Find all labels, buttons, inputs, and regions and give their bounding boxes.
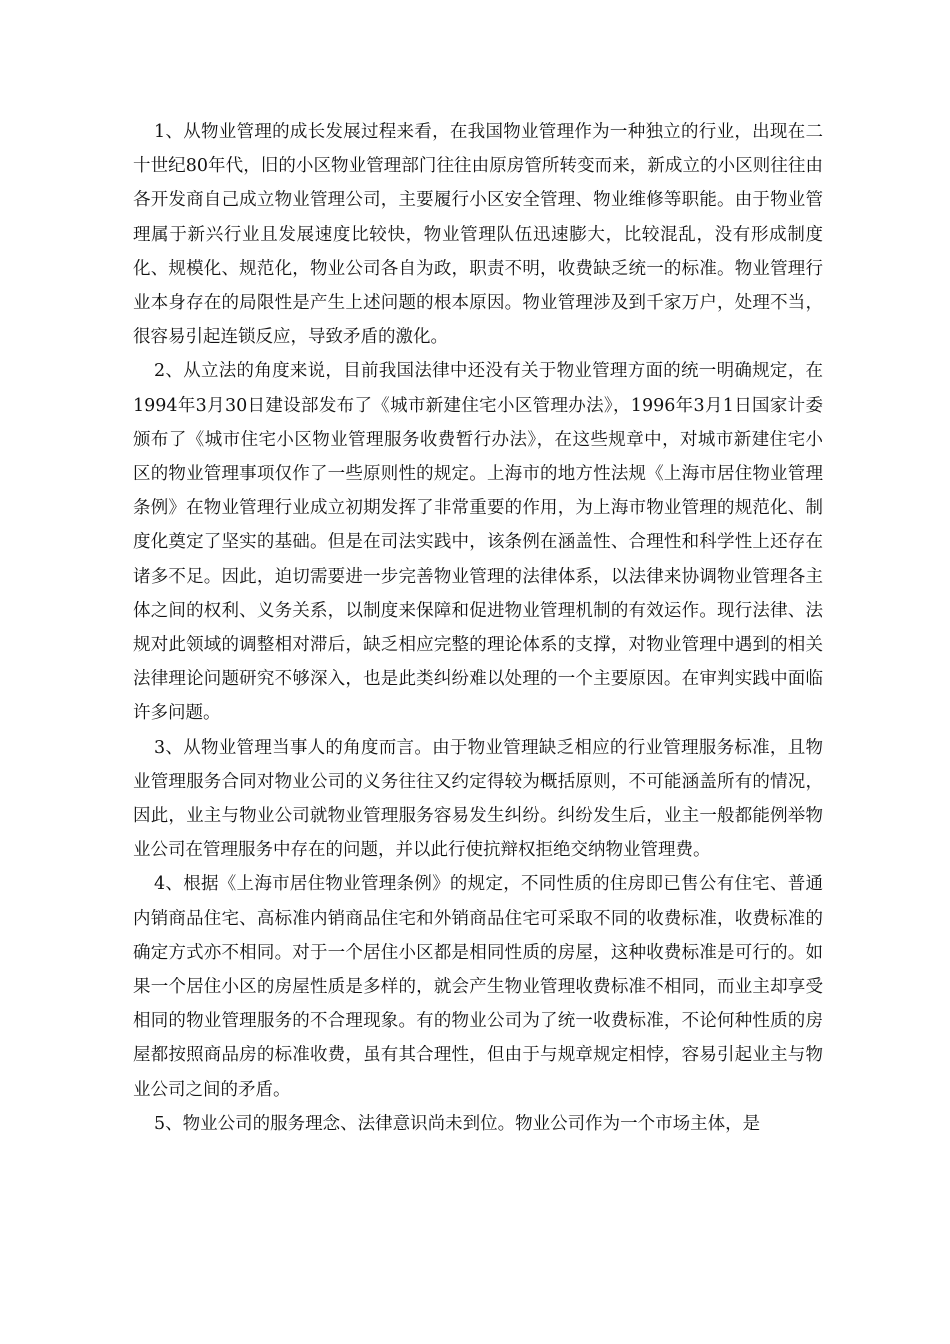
paragraph-3: 3、从物业管理当事人的角度而言。由于物业管理缺乏相应的行业管理服务标准，且物业管理服务合同对物业公司的义务往往又约定得较为概括原则，不可能涵盖所有的情况，因此，业主与物业公司就物业管理服务容易发生纠纷。纠纷发生后，业主一般都能例举物业公司在管理服务中存在的问题，并以此行使抗辩权拒绝交纳物业管理费。 [133, 737, 823, 861]
paragraph-4: 4、根据《上海市居住物业管理条例》的规定，不同性质的住房即已售公有住宅、普通内销商品住宅、高标准内销商品住宅和外销商品住宅可采取不同的收费标准，收费标准的确定方式亦不相同。对于一个居住小区都是相同性质的房屋，这种收费标准是可行的。如果一个居住小区的房屋性质是多样的，就会产生物业管理收费标准不相同，而业主却享受相同的物业管理服务的不合理现象。有的物业公司为了统一收费标准，不论何种性质的房屋都按照商品房的标准收费，虽有其合理性，但由于与规章规定相悖，容易引起业主与物业公司之间的矛盾。 [133, 874, 823, 1100]
paragraph-1: 1、从物业管理的成长发展过程来看，在我国物业管理作为一种独立的行业，出现在二十世纪80年代，旧的小区物业管理部门往往由原房管所转变而来，新成立的小区则往往由各开发商自己成立物业管理公司，主要履行小区安全管理、物业维修等职能。由于物业管理属于新兴行业且发展速度比较快，物业管理队伍迅速膨大，比较混乱，没有形成制度化、规模化、规范化，物业公司各自为政，职责不明，收费缺乏统一的标准。物业管理行业本身存在的局限性是产生上述问题的根本原因。物业管理涉及到千家万户，处理不当，很容易引起连锁反应，导致矛盾的激化。 [133, 122, 823, 348]
paragraph-2: 2、从立法的角度来说，目前我国法律中还没有关于物业管理方面的统一明确规定，在1994年3月30日建设部发布了《城市新建住宅小区管理办法》，1996年3月1日国家计委颁布了《城市住宅小区物业管理服务收费暂行办法》，在这些规章中，对城市新建住宅小区的物业管理事项仅作了一些原则性的规定。上海市的地方性法规《上海市居住物业管理条例》在物业管理行业成立初期发挥了非常重要的作用，为上海市物业管理的规范化、制度化奠定了坚实的基础。但是在司法实践中，该条例在涵盖性、合理性和科学性上还存在诸多不足。因此，迫切需要进一步完善物业管理的法律体系，以法律来协调物业管理各主体之间的权利、义务关系，以制度来保障和促进物业管理机制的有效运作。现行法律、法规对此领域的调整相对滞后，缺乏相应完整的理论体系的支撑，对物业管理中遇到的相关法律理论问题研究不够深入，也是此类纠纷难以处理的一个主要原因。在审判实践中面临许多问题。 [133, 361, 823, 724]
document-body [133, 115, 823, 1141]
paragraph-5: 5、物业公司的服务理念、法律意识尚未到位。物业公司作为一个市场主体，是 [154, 1113, 761, 1134]
